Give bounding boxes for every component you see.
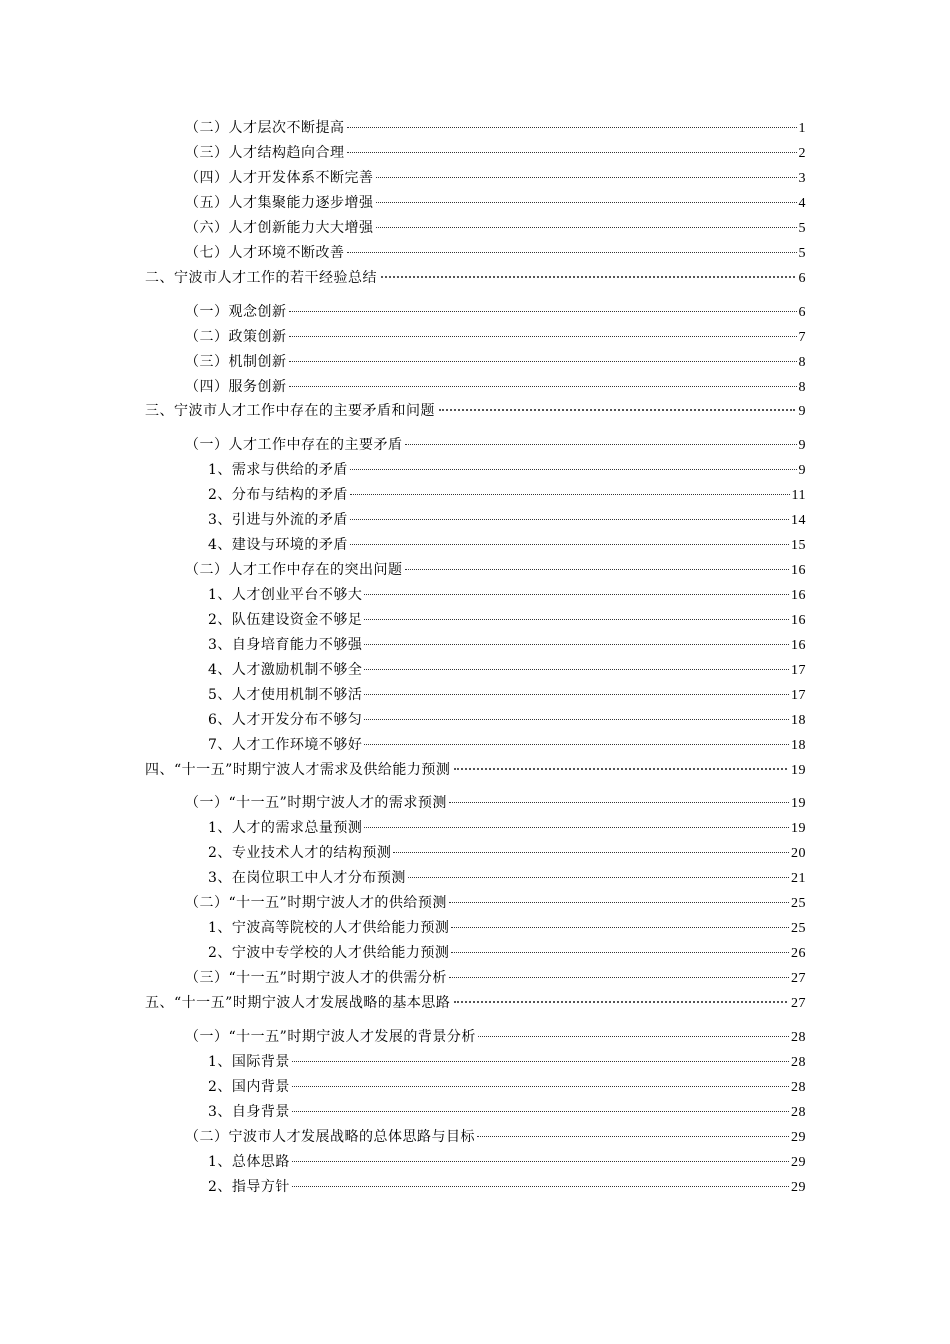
toc-page-number: 29 <box>791 1155 806 1170</box>
toc-entry-title: （三）人才结构趋向合理 <box>185 145 345 161</box>
toc-entry-title: 5、人才使用机制不够活 <box>208 687 363 703</box>
toc-entry-title: （二）人才层次不断提高 <box>185 120 345 136</box>
toc-entry-title: 6、人才开发分布不够匀 <box>208 712 363 728</box>
toc-entry-title: （四）人才开发体系不断完善 <box>185 170 374 186</box>
toc-entry-level-3[interactable] <box>208 1077 806 1097</box>
toc-entry-title: （二）政策创新 <box>185 329 287 345</box>
toc-page-number: 14 <box>791 513 806 528</box>
toc-page-number: 19 <box>791 821 806 836</box>
toc-entry-level-2[interactable] <box>185 1127 806 1147</box>
toc-dot-leader <box>376 227 797 228</box>
toc-dot-leader <box>350 469 797 470</box>
toc-page-number: 18 <box>791 738 806 753</box>
toc-entry-title: 2、指导方针 <box>208 1179 290 1195</box>
toc-entry-level-2[interactable] <box>185 143 806 163</box>
toc-page-number: 25 <box>791 896 806 911</box>
toc-dot-leader <box>364 694 789 695</box>
toc-dot-leader <box>364 719 789 720</box>
toc-entry-level-2[interactable] <box>185 968 806 988</box>
toc-entry-level-1[interactable] <box>145 993 806 1013</box>
toc-dot-leader <box>393 852 789 853</box>
toc-entry-title: 2、分布与结构的矛盾 <box>208 487 348 503</box>
toc-entry-title: （二）人才工作中存在的突出问题 <box>185 562 403 578</box>
toc-entry-level-2[interactable] <box>185 352 806 372</box>
toc-dot-leader <box>289 311 797 312</box>
toc-page-number: 4 <box>798 196 806 211</box>
toc-entry-level-3[interactable] <box>208 660 806 680</box>
toc-entry-title: 7、人才工作环境不够好 <box>208 737 363 753</box>
toc-dot-leader <box>350 494 790 495</box>
toc-page-number: 28 <box>791 1080 806 1095</box>
toc-entry-level-2[interactable] <box>185 377 806 397</box>
toc-dot-leader <box>292 1061 789 1062</box>
toc-dot-leader <box>289 361 797 362</box>
toc-dot-leader <box>350 544 789 545</box>
toc-entry-level-3[interactable] <box>208 735 806 755</box>
toc-page-number: 19 <box>791 796 806 811</box>
toc-entry-title: 1、人才的需求总量预测 <box>208 820 363 836</box>
toc-entry-level-2[interactable] <box>185 302 806 322</box>
toc-dot-leader <box>405 444 797 445</box>
toc-entry-level-3[interactable] <box>208 943 806 963</box>
toc-dot-leader <box>451 952 789 953</box>
toc-entry-level-3[interactable] <box>208 635 806 655</box>
toc-dot-leader <box>347 127 797 128</box>
toc-entry-level-3[interactable] <box>208 460 806 480</box>
toc-entry-title: （二）宁波市人才发展战略的总体思路与目标 <box>185 1129 475 1145</box>
toc-dot-leader <box>364 644 789 645</box>
toc-page-number: 20 <box>791 846 806 861</box>
toc-entry-level-3[interactable] <box>208 818 806 838</box>
toc-entry-title: 四、“十一五”时期宁波人才需求及供给能力预测 <box>145 762 451 778</box>
toc-entry-level-3[interactable] <box>208 710 806 730</box>
toc-page-number: 11 <box>791 488 806 503</box>
toc-dot-leader <box>449 977 789 978</box>
toc-dot-leader <box>376 177 797 178</box>
toc-page-number: 6 <box>798 271 806 286</box>
toc-entry-title: （二）“十一五”时期宁波人才的供给预测 <box>185 895 447 911</box>
toc-page-number: 16 <box>791 563 806 578</box>
toc-entry-title: 五、“十一五”时期宁波人才发展战略的基本思路 <box>145 995 451 1011</box>
toc-page-number: 8 <box>798 380 806 395</box>
toc-page-number: 3 <box>798 171 806 186</box>
toc-entry-title: 3、引进与外流的矛盾 <box>208 512 348 528</box>
toc-page-number: 27 <box>791 996 806 1011</box>
toc-dot-leader <box>376 202 797 203</box>
toc-entry-title: （一）人才工作中存在的主要矛盾 <box>185 437 403 453</box>
toc-page-number: 28 <box>791 1055 806 1070</box>
toc-entry-level-2[interactable] <box>185 218 806 238</box>
toc-page-number: 28 <box>791 1030 806 1045</box>
toc-dot-leader <box>292 1186 789 1187</box>
toc-entry-level-3[interactable] <box>208 1052 806 1072</box>
toc-page-number: 5 <box>798 246 806 261</box>
toc-entry-title: （一）观念创新 <box>185 304 287 320</box>
toc-entry-title: （五）人才集聚能力逐步增强 <box>185 195 374 211</box>
toc-entry-level-2[interactable] <box>185 435 806 455</box>
toc-dot-leader <box>292 1111 789 1112</box>
toc-entry-title: （三）“十一五”时期宁波人才的供需分析 <box>185 970 447 986</box>
toc-dot-leader <box>449 802 789 803</box>
toc-page-number: 27 <box>791 971 806 986</box>
toc-entry-level-2[interactable] <box>185 118 806 138</box>
toc-dot-leader <box>478 1036 789 1037</box>
toc-dot-leader <box>477 1136 789 1137</box>
toc-page-number: 25 <box>791 921 806 936</box>
toc-page-number: 5 <box>798 221 806 236</box>
toc-dot-leader <box>454 1001 787 1003</box>
toc-entry-level-3[interactable] <box>208 585 806 605</box>
toc-entry-title: 3、自身培育能力不够强 <box>208 637 363 653</box>
toc-page-number: 7 <box>798 330 806 345</box>
toc-entry-title: 1、国际背景 <box>208 1054 290 1070</box>
toc-entry-title: 三、宁波市人才工作中存在的主要矛盾和问题 <box>145 403 435 419</box>
toc-entry-level-2[interactable] <box>185 243 806 263</box>
toc-dot-leader <box>292 1086 789 1087</box>
toc-entry-level-3[interactable] <box>208 485 806 505</box>
toc-entry-level-2[interactable] <box>185 168 806 188</box>
toc-entry-level-1[interactable] <box>145 401 806 421</box>
toc-entry-title: （六）人才创新能力大大增强 <box>185 220 374 236</box>
toc-entry-level-2[interactable] <box>185 327 806 347</box>
toc-dot-leader <box>350 519 789 520</box>
toc-entry-title: 1、总体思路 <box>208 1154 290 1170</box>
toc-page-number: 1 <box>798 121 806 136</box>
toc-dot-leader <box>451 927 789 928</box>
toc-entry-level-3[interactable] <box>208 1177 806 1197</box>
toc-entry-title: 2、国内背景 <box>208 1079 290 1095</box>
toc-dot-leader <box>439 409 795 411</box>
toc-dot-leader <box>292 1161 789 1162</box>
toc-entry-title: 1、需求与供给的矛盾 <box>208 462 348 478</box>
toc-page-number: 29 <box>791 1130 806 1145</box>
toc-dot-leader <box>364 744 789 745</box>
toc-entry-title: 2、宁波中专学校的人才供给能力预测 <box>208 945 450 961</box>
toc-page-number: 16 <box>791 588 806 603</box>
toc-dot-leader <box>381 276 795 278</box>
toc-entry-level-3[interactable] <box>208 610 806 630</box>
toc-entry-level-3[interactable] <box>208 918 806 938</box>
toc-page-number: 18 <box>791 713 806 728</box>
toc-page-number: 8 <box>798 355 806 370</box>
toc-entry-level-2[interactable] <box>185 193 806 213</box>
toc-page-number: 28 <box>791 1105 806 1120</box>
toc-entry-title: （一）“十一五”时期宁波人才的需求预测 <box>185 795 447 811</box>
toc-entry-title: 1、宁波高等院校的人才供给能力预测 <box>208 920 450 936</box>
toc-entry-title: 2、队伍建设资金不够足 <box>208 612 363 628</box>
toc-entry-level-3[interactable] <box>208 1152 806 1172</box>
toc-page-number: 21 <box>791 871 806 886</box>
toc-page-number: 16 <box>791 638 806 653</box>
toc-dot-leader <box>364 827 789 828</box>
toc-entry-level-1[interactable] <box>145 760 806 780</box>
toc-dot-leader <box>364 669 789 670</box>
toc-entry-title: 二、宁波市人才工作的若干经验总结 <box>145 270 377 286</box>
toc-page-number: 17 <box>791 688 806 703</box>
toc-entry-title: （四）服务创新 <box>185 379 287 395</box>
toc-dot-leader <box>289 336 797 337</box>
toc-entry-title: 3、在岗位职工中人才分布预测 <box>208 870 406 886</box>
toc-entry-level-1[interactable] <box>145 268 806 288</box>
toc-entry-title: 4、建设与环境的矛盾 <box>208 537 348 553</box>
toc-entry-level-3[interactable] <box>208 1102 806 1122</box>
toc-dot-leader <box>364 594 789 595</box>
toc-page-number: 26 <box>791 946 806 961</box>
toc-page-number: 6 <box>798 305 806 320</box>
toc-entry-title: 2、专业技术人才的结构预测 <box>208 845 392 861</box>
toc-page-number: 17 <box>791 663 806 678</box>
toc-entry-level-3[interactable] <box>208 535 806 555</box>
toc-page-number: 15 <box>791 538 806 553</box>
toc-page-number: 16 <box>791 613 806 628</box>
toc-entry-level-3[interactable] <box>208 510 806 530</box>
toc-page-number: 2 <box>798 146 806 161</box>
toc-page-number: 29 <box>791 1180 806 1195</box>
toc-dot-leader <box>408 877 789 878</box>
toc-entry-level-3[interactable] <box>208 843 806 863</box>
toc-entry-level-2[interactable] <box>185 560 806 580</box>
toc-dot-leader <box>449 902 789 903</box>
toc-dot-leader <box>405 569 790 570</box>
toc-page-number: 9 <box>798 438 806 453</box>
toc-entry-title: （三）机制创新 <box>185 354 287 370</box>
toc-page-number: 19 <box>791 763 806 778</box>
toc-dot-leader <box>364 619 789 620</box>
toc-dot-leader <box>347 252 797 253</box>
toc-dot-leader <box>347 152 797 153</box>
toc-entry-title: （一）“十一五”时期宁波人才发展的背景分析 <box>185 1029 476 1045</box>
toc-dot-leader <box>454 768 787 770</box>
toc-entry-level-3[interactable] <box>208 868 806 888</box>
toc-page-number: 9 <box>798 463 806 478</box>
toc-entry-level-3[interactable] <box>208 685 806 705</box>
toc-entry-level-2[interactable] <box>185 1027 806 1047</box>
toc-dot-leader <box>289 386 797 387</box>
toc-entry-title: 3、自身背景 <box>208 1104 290 1120</box>
toc-entry-title: 4、人才激励机制不够全 <box>208 662 363 678</box>
toc-entry-title: 1、人才创业平台不够大 <box>208 587 363 603</box>
toc-page-number: 9 <box>798 404 806 419</box>
toc-entry-level-2[interactable] <box>185 793 806 813</box>
toc-entry-title: （七）人才环境不断改善 <box>185 245 345 261</box>
toc-entry-level-2[interactable] <box>185 893 806 913</box>
